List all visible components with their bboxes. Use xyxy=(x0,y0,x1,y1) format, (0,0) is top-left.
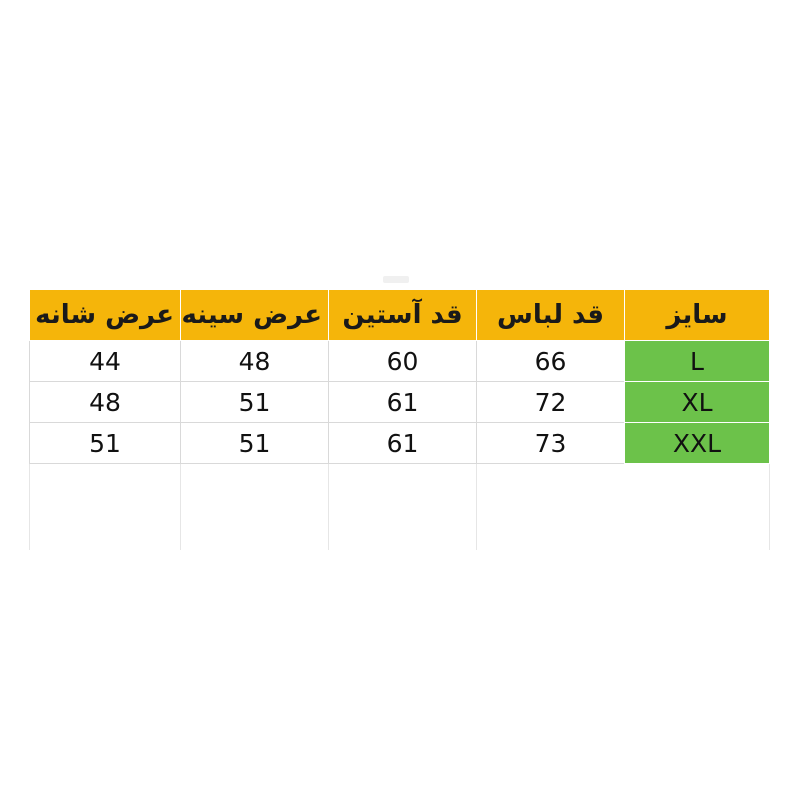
column-header-size: سایز xyxy=(625,290,770,341)
cell-chest: 48 xyxy=(181,341,329,382)
size-chart-table xyxy=(29,289,770,550)
column-header-shoulder: عرض شانه xyxy=(30,290,181,341)
empty-cell xyxy=(30,507,181,550)
scan-artifact xyxy=(383,276,409,283)
empty-cell xyxy=(477,507,625,550)
empty-cell xyxy=(329,507,477,550)
table-row xyxy=(30,341,770,382)
empty-cell xyxy=(181,507,329,550)
table-empty-row xyxy=(30,507,770,550)
cell-length: 73 xyxy=(477,423,625,464)
table-empty-row xyxy=(30,464,770,507)
column-header-sleeve: قد آستین xyxy=(329,290,477,341)
cell-size: XXL xyxy=(625,423,770,464)
cell-shoulder: 51 xyxy=(30,423,181,464)
cell-chest: 51 xyxy=(181,423,329,464)
empty-cell xyxy=(625,507,770,550)
empty-cell xyxy=(329,464,477,507)
cell-size: L xyxy=(625,341,770,382)
cell-chest: 51 xyxy=(181,382,329,423)
cell-length: 72 xyxy=(477,382,625,423)
table-header-row xyxy=(30,290,770,341)
empty-cell xyxy=(181,464,329,507)
cell-shoulder: 44 xyxy=(30,341,181,382)
column-header-length: قد لباس xyxy=(477,290,625,341)
cell-length: 66 xyxy=(477,341,625,382)
empty-cell xyxy=(477,464,625,507)
cell-sleeve: 60 xyxy=(329,341,477,382)
size-chart-container xyxy=(30,289,770,550)
table-row xyxy=(30,423,770,464)
cell-sleeve: 61 xyxy=(329,382,477,423)
empty-cell xyxy=(625,464,770,507)
column-header-chest: عرض سینه xyxy=(181,290,329,341)
cell-size: XL xyxy=(625,382,770,423)
table-row xyxy=(30,382,770,423)
cell-shoulder: 48 xyxy=(30,382,181,423)
empty-cell xyxy=(30,464,181,507)
cell-sleeve: 61 xyxy=(329,423,477,464)
